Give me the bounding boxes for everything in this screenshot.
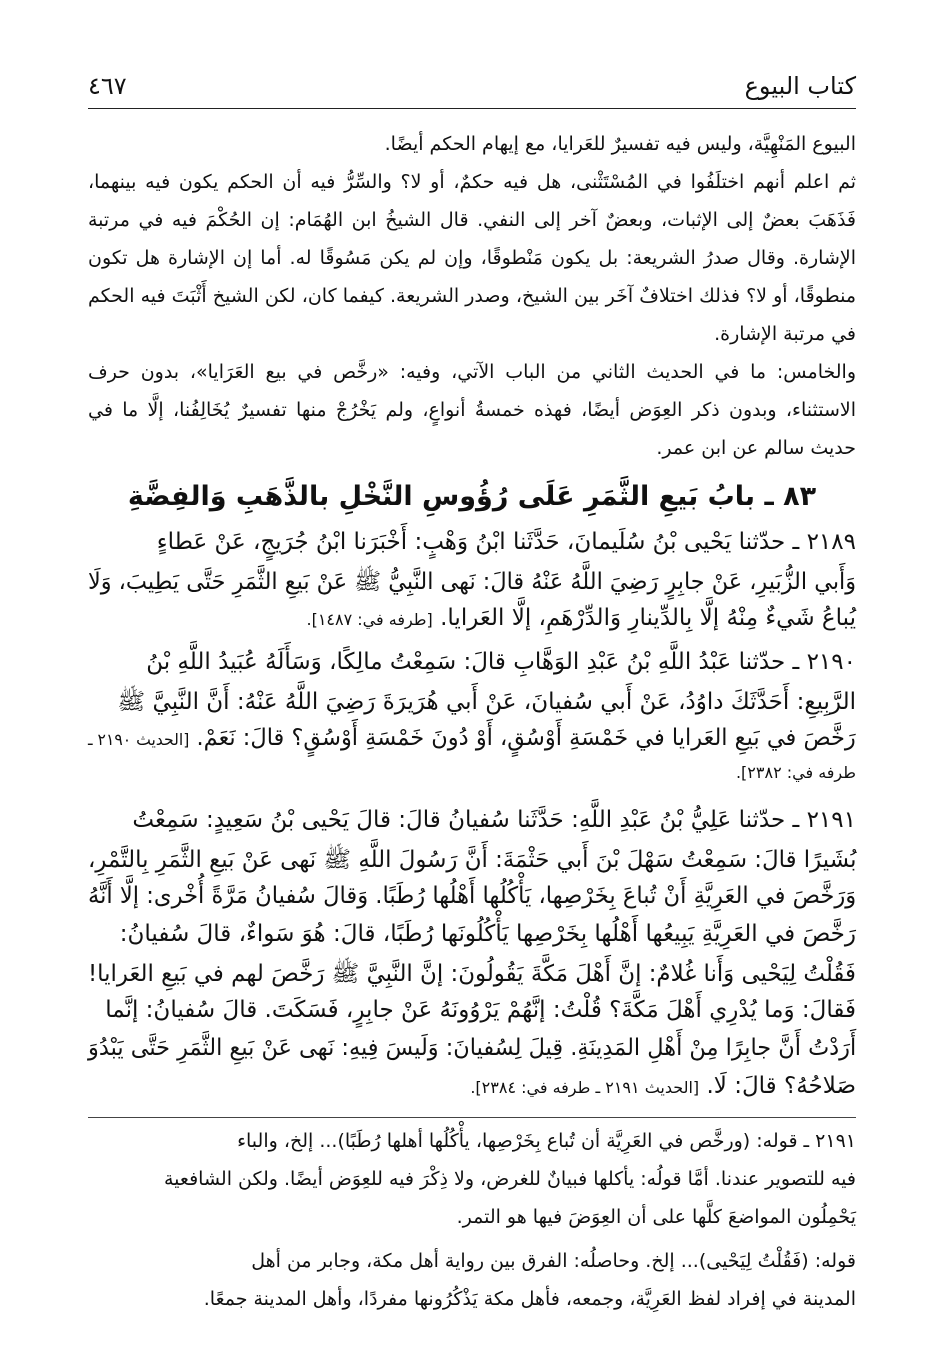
commentary-paragraph: ثم اعلم أنهم اختلَفُوا في المُسْتَثْنى، هل فيه حكمٌ، أو لا؟ والسِّرُّ فيه أن الحكم يكون فيه بينهما، فَذَهَبَ بعضٌ إلى الإثبات، وبعضٌ آخر إلى النفي. قال الشيخُ ابن الهُمَام: إن الحُكْمَ فيه في مرتبة الإشارة. وقال صدرُ الشريعة: بل يكون مَنْطوقًا، وإن لم يكن مَسُوقًا له. أما إن الإشارة هل تكون منطوقًا، أو لا؟ فذلك اختلافٌ آخَر بين الشيخ، وصدر الشريعة. كيفما كان، لكن الشيخ أَثْبَتَ فيه الحكم في مرتبة الإشارة. <box>88 171 856 345</box>
chapter-heading: ٨٣ ـ بابُ بَيعِ الثَّمَرِ عَلَى رُؤُوسِ النَّخْلِ بالذَّهَبِ وَالفِضَّةِ <box>127 481 817 512</box>
book-title: كتاب البيوع <box>744 72 856 100</box>
hadith-text: رَخَّصَ في بَيعِ العَرايا في خَمْسَةِ أَوْسُقٍ، أَوْ دُونَ خَمْسَةِ أَوْسُقٍ؟ قالَ: نَعَمْ. <box>196 725 857 751</box>
page-header <box>88 56 856 100</box>
commentary-paragraph: والخامس: ما في الحديث الثاني من الباب الآتي، وفيه: «رخَّص في بيع العَرَايا»، بدون حرف الاستثناء، وبدون ذكر العِوَض أيضًا، فهذه خمسةُ أنواعٍ، ولم يَخْرُجْ منها تفسيرٌ يُخَالِفُنا، إلَّا ما في حديث سالم عن ابن عمر. <box>88 361 856 459</box>
cross-reference: [الحديث ٢١٩١ ـ طرفه في: ٢٣٨٤]. <box>470 1078 700 1097</box>
hadith-2189 <box>88 525 856 639</box>
hadith-2190 <box>88 645 856 797</box>
hadith-line: ٢١٩١ ـ حدّثنا عَلِيُّ بْنُ عَبْدِ اللَّهِ: حَدَّثَنا سُفيانُ قالَ: قالَ يَحْيى بْنُ سَعِيدٍ: سَمِعْتُ <box>132 807 856 833</box>
hadith-text: يُباعُ شَيءٌ مِنْهُ إلَّا بِالدِّينارِ وَالدِّرْهَمِ، إلَّا العَرايا. <box>440 605 856 631</box>
hadith-text: صَلاحُهُ؟ قالَ: لَا. <box>706 1073 856 1099</box>
hadith-line <box>470 1073 856 1099</box>
hadith-line <box>307 605 857 631</box>
footnote-line: فيه للتصوير عندنا. أمَّا قولُه: يأكلها فبيانٌ للغرض، ولا ذِكْرَ فيه للعِوَض أيضًا. ولكن الشافعية <box>164 1168 856 1190</box>
hadith-line: فَقُلْتُ لِيَحْيى وَأَنا غُلامٌ: إنَّ أَهْلَ مَكَّةَ يَقُولُونَ: إنَّ النَّبِيَّ ﷺ رَخَّصَ لهم في بَيعِ العَرايا! <box>88 961 856 987</box>
hadith-line: بُشَيرًا قالَ: سَمِعْتُ سَهْلَ بْنَ أَبي حَثْمَةَ: أَنَّ رَسُولَ اللَّهِ ﷺ نَهى عَنْ بَيعِ الثَّمَرِ بِالتَّمْرِ، <box>87 847 856 873</box>
footnote-line: ٢١٩١ ـ قوله: (ورخَّص في العَرِيَّة أن تُباع بِخَرْصِها، يأْكُلُها أهلها رُطَبًا)... إلخ، والباء <box>237 1130 856 1152</box>
header-rule <box>88 108 856 109</box>
hadith-line: ٢١٨٩ ـ حدّثنا يَحْيى بْنُ سُلَيمانَ، حَدَّثَنا ابْنُ وَهْبٍ: أَخْبَرَنا ابْنُ جُرَيجٍ، عَنْ عَطاءٍ <box>156 529 856 555</box>
hadith-line: فَقالَ: وَما يُدْرِي أَهْلَ مَكَّةَ؟ قُلْتُ: إنَّهُمْ يَرْوُونَهُ عَنْ جابِرٍ، فَسَكَتَ. قالَ سُفيانُ: إنَّما <box>105 997 856 1023</box>
hadith-line: وَرَخَّصَ في العَرِيَّةِ أَنْ تُباعَ بِخَرْصِها، يَأْكُلُها أَهْلُها رُطَبًا. وَقالَ سُفيانُ مَرَّةً أُخْرى: إلَّا أَنَّهُ <box>87 883 856 909</box>
commentary-paragraph: البيوع المَنْهِيَّة، وليس فيه تفسيرٌ للعَرايا، مع إيهام الحكم أيضًا. <box>384 133 856 155</box>
hadith-line <box>88 725 856 751</box>
footnote-line: قوله: (فَقُلْتُ لِيَحْيى)... إلخ. وحاصلُه: الفرق بين رواية أهل مكة، وجابر من أهل <box>251 1250 856 1272</box>
hadith-line: ٢١٩٠ ـ حدّثنا عَبْدُ اللَّهِ بْنُ عَبْدِ الوَهَّابِ قالَ: سَمِعْتُ مالِكًا، وَسَأَلَهُ عُبَيدُ اللَّهِ بْنُ <box>146 649 856 675</box>
commentary-top <box>88 125 856 467</box>
hadith-line: وَأَبي الزُّبَيرِ، عَنْ جابِرٍ رَضِيَ اللَّهُ عَنْهُ قالَ: نَهى النَّبِيُّ ﷺ عَنْ بَيعِ الثَّمَرِ حَتَّى يَطِيبَ، وَلَا <box>87 569 856 595</box>
hadith-2191 <box>88 803 856 1107</box>
page-number: ٤٦٧ <box>88 72 127 100</box>
cross-reference: [طرفه في: ١٤٨٧]. <box>306 610 433 629</box>
hadith-line: الرَّبِيعِ: أَحَدَّثَكَ داوُدُ، عَنْ أَبي سُفيانَ، عَنْ أَبي هُرَيرَةَ رَضِيَ اللَّهُ عَنْهُ: أَنَّ النَّبِيَّ ﷺ <box>117 689 856 715</box>
hadith-line: رَخَّصَ في العَرِيَّةِ يَبِيعُها أَهْلُها بِخَرْصِها يَأْكُلُونَها رُطَبًا، قالَ: هُوَ سَواءٌ، قالَ سُفيانُ: <box>119 921 856 947</box>
cross-reference: طرفه في: ٢٣٨٢]. <box>735 763 856 782</box>
footnote-line: المدينة في إفراد لفظ العَرِيَّة، وجمعه، فأهل مكة يَذْكُرُونها مفردًا، وأهل المدينة جمعًا. <box>203 1288 856 1310</box>
hadith-line: أَرَدْتُ أَنَّ جابِرًا مِنْ أَهْلِ المَدِينَةِ. قِيلَ لِسُفيانَ: وَلَيسَ فِيهِ: نَهى عَنْ بَيعِ الثَّمَرِ حَتَّى يَبْدُوَ <box>87 1035 856 1061</box>
footnote-divider <box>88 1117 856 1118</box>
commentary-footnotes <box>88 1126 856 1322</box>
cross-reference: [الحديث ٢١٩٠ ـ <box>88 730 190 749</box>
footnote-line: يَحْمِلُون المواضعَ كلَّها على أن العِوَضَ فيها هو التمر. <box>456 1206 856 1228</box>
